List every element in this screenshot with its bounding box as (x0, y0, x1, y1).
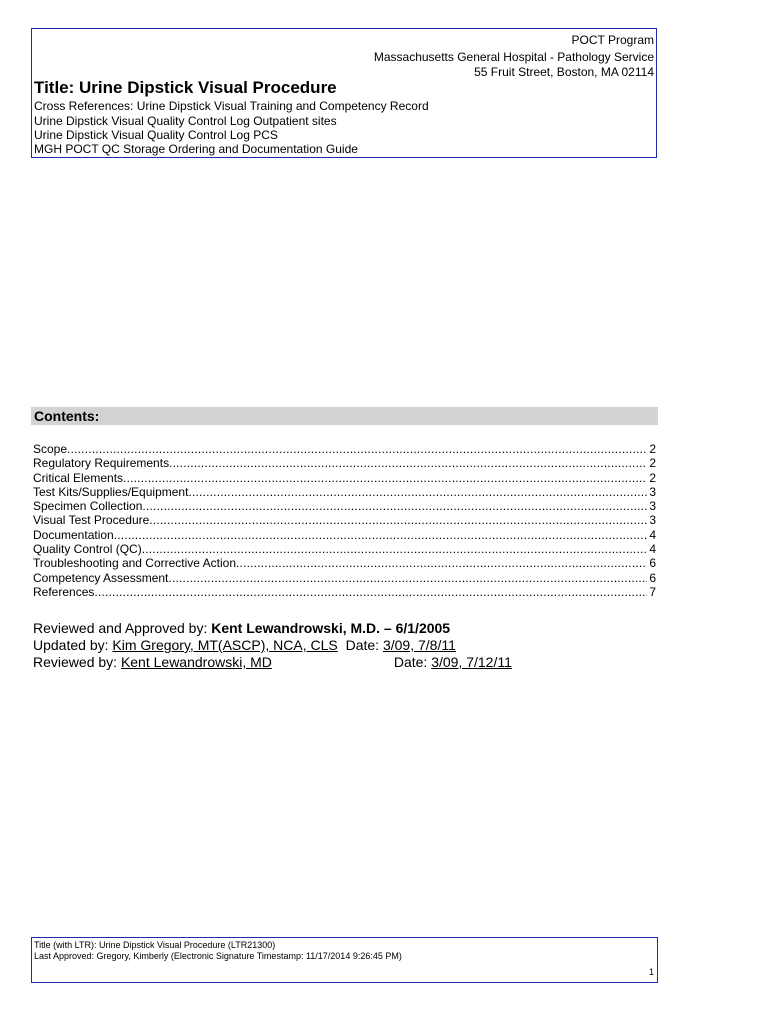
toc-leader (114, 528, 648, 542)
reviewed-date-label: Date: (393, 654, 432, 670)
document-header (31, 28, 657, 158)
toc-entry[interactable] (33, 571, 656, 585)
contents-heading-bar (31, 407, 658, 425)
toc-leader (142, 499, 647, 513)
toc-entry[interactable] (33, 456, 656, 470)
toc-entry[interactable] (33, 542, 656, 556)
toc-entry-page[interactable]: 4 (649, 542, 656, 557)
approved-by-label: Reviewed and Approved by: (33, 620, 212, 636)
toc-entry-page[interactable]: 2 (649, 470, 656, 485)
toc-entry-page[interactable]: 3 (649, 484, 656, 499)
toc-entry-page[interactable]: 4 (649, 527, 656, 542)
toc-entry-page[interactable]: 2 (649, 442, 656, 456)
contents-heading: Contents: (34, 408, 100, 424)
approved-by-line (33, 620, 450, 636)
cross-reference-line: MGH POCT QC Storage Ordering and Documentation Guide (34, 142, 358, 156)
cross-reference-line: Cross References: Urine Dipstick Visual Training and Competency Record (34, 99, 429, 113)
toc-leader (236, 556, 647, 570)
reviewed-by-label: Reviewed by: (33, 654, 121, 670)
toc-entry[interactable] (33, 528, 656, 542)
toc-entry-label[interactable]: Test Kits/Supplies/Equipment (33, 484, 189, 499)
toc-entry-label[interactable]: Troubleshooting and Corrective Action (33, 556, 237, 571)
toc-entry-label[interactable]: Visual Test Procedure (33, 513, 150, 528)
updated-date-value: 3/09, 7/8/11 (382, 637, 456, 653)
toc-leader (149, 513, 647, 527)
hospital-address: 55 Fruit Street, Boston, MA 02114 (474, 65, 654, 79)
table-of-contents (33, 442, 656, 599)
toc-entry-label[interactable]: Regulatory Requirements (33, 456, 170, 471)
toc-entry[interactable] (33, 471, 656, 485)
toc-leader (94, 585, 647, 599)
updated-by-label: Updated by: (33, 637, 113, 653)
approved-by-value: Kent Lewandrowski, M.D. – 6/1/2005 (211, 620, 451, 636)
toc-leader (123, 471, 647, 485)
toc-entry-page[interactable]: 6 (649, 570, 656, 585)
toc-entry-page[interactable]: 2 (649, 456, 656, 471)
toc-leader (142, 542, 648, 556)
toc-entry-label[interactable]: Quality Control (QC) (33, 542, 142, 557)
toc-entry[interactable] (33, 485, 656, 499)
cross-reference-line: Urine Dipstick Visual Quality Control Log PCS (34, 128, 278, 142)
toc-leader (188, 485, 647, 499)
updated-by-line (33, 637, 456, 653)
toc-entry-page[interactable]: 3 (649, 499, 656, 514)
toc-entry-page[interactable]: 7 (649, 584, 656, 599)
reviewed-date-value: 3/09, 7/12/11 (431, 654, 512, 670)
toc-entry-label[interactable]: Documentation (33, 527, 114, 542)
toc-entry[interactable] (33, 499, 656, 513)
toc-leader (169, 456, 647, 470)
toc-entry-label[interactable]: Competency Assessment (33, 570, 169, 585)
toc-leader (168, 571, 647, 585)
updated-by-name: Kim Gregory, MT(ASCP), NCA, CLS (112, 637, 338, 653)
document-footer (31, 937, 658, 983)
hospital-name: Massachusetts General Hospital - Pathology Service (373, 50, 654, 64)
toc-entry-label[interactable]: Specimen Collection (33, 499, 143, 514)
toc-entry-page[interactable]: 6 (649, 556, 656, 571)
footer-title-line: Title (with LTR): Urine Dipstick Visual Procedure (LTR21300) (34, 940, 276, 950)
toc-entry[interactable] (33, 513, 656, 527)
program-name: POCT Program (571, 33, 654, 47)
cross-reference-line: Urine Dipstick Visual Quality Control Log Outpatient sites (34, 114, 337, 128)
toc-entry-label[interactable]: Scope (33, 442, 68, 456)
toc-entry[interactable] (33, 585, 656, 599)
reviewed-by-line (33, 654, 512, 670)
toc-leader (67, 442, 647, 456)
updated-date-label: Date: (345, 637, 383, 653)
toc-entry-label[interactable]: References (33, 584, 95, 599)
toc-entry[interactable] (33, 556, 656, 570)
reviewed-by-name: Kent Lewandrowski, MD (120, 654, 272, 670)
page-number: 1 (648, 967, 654, 977)
toc-entry-label[interactable]: Critical Elements (33, 470, 124, 485)
footer-approval-line: Last Approved: Gregory, Kimberly (Electronic Signature Timestamp: 11/17/2014 9:26:45 PM) (34, 951, 402, 961)
toc-entry[interactable] (33, 442, 656, 456)
document-title: Title: Urine Dipstick Visual Procedure (34, 78, 337, 97)
toc-entry-page[interactable]: 3 (649, 513, 656, 528)
